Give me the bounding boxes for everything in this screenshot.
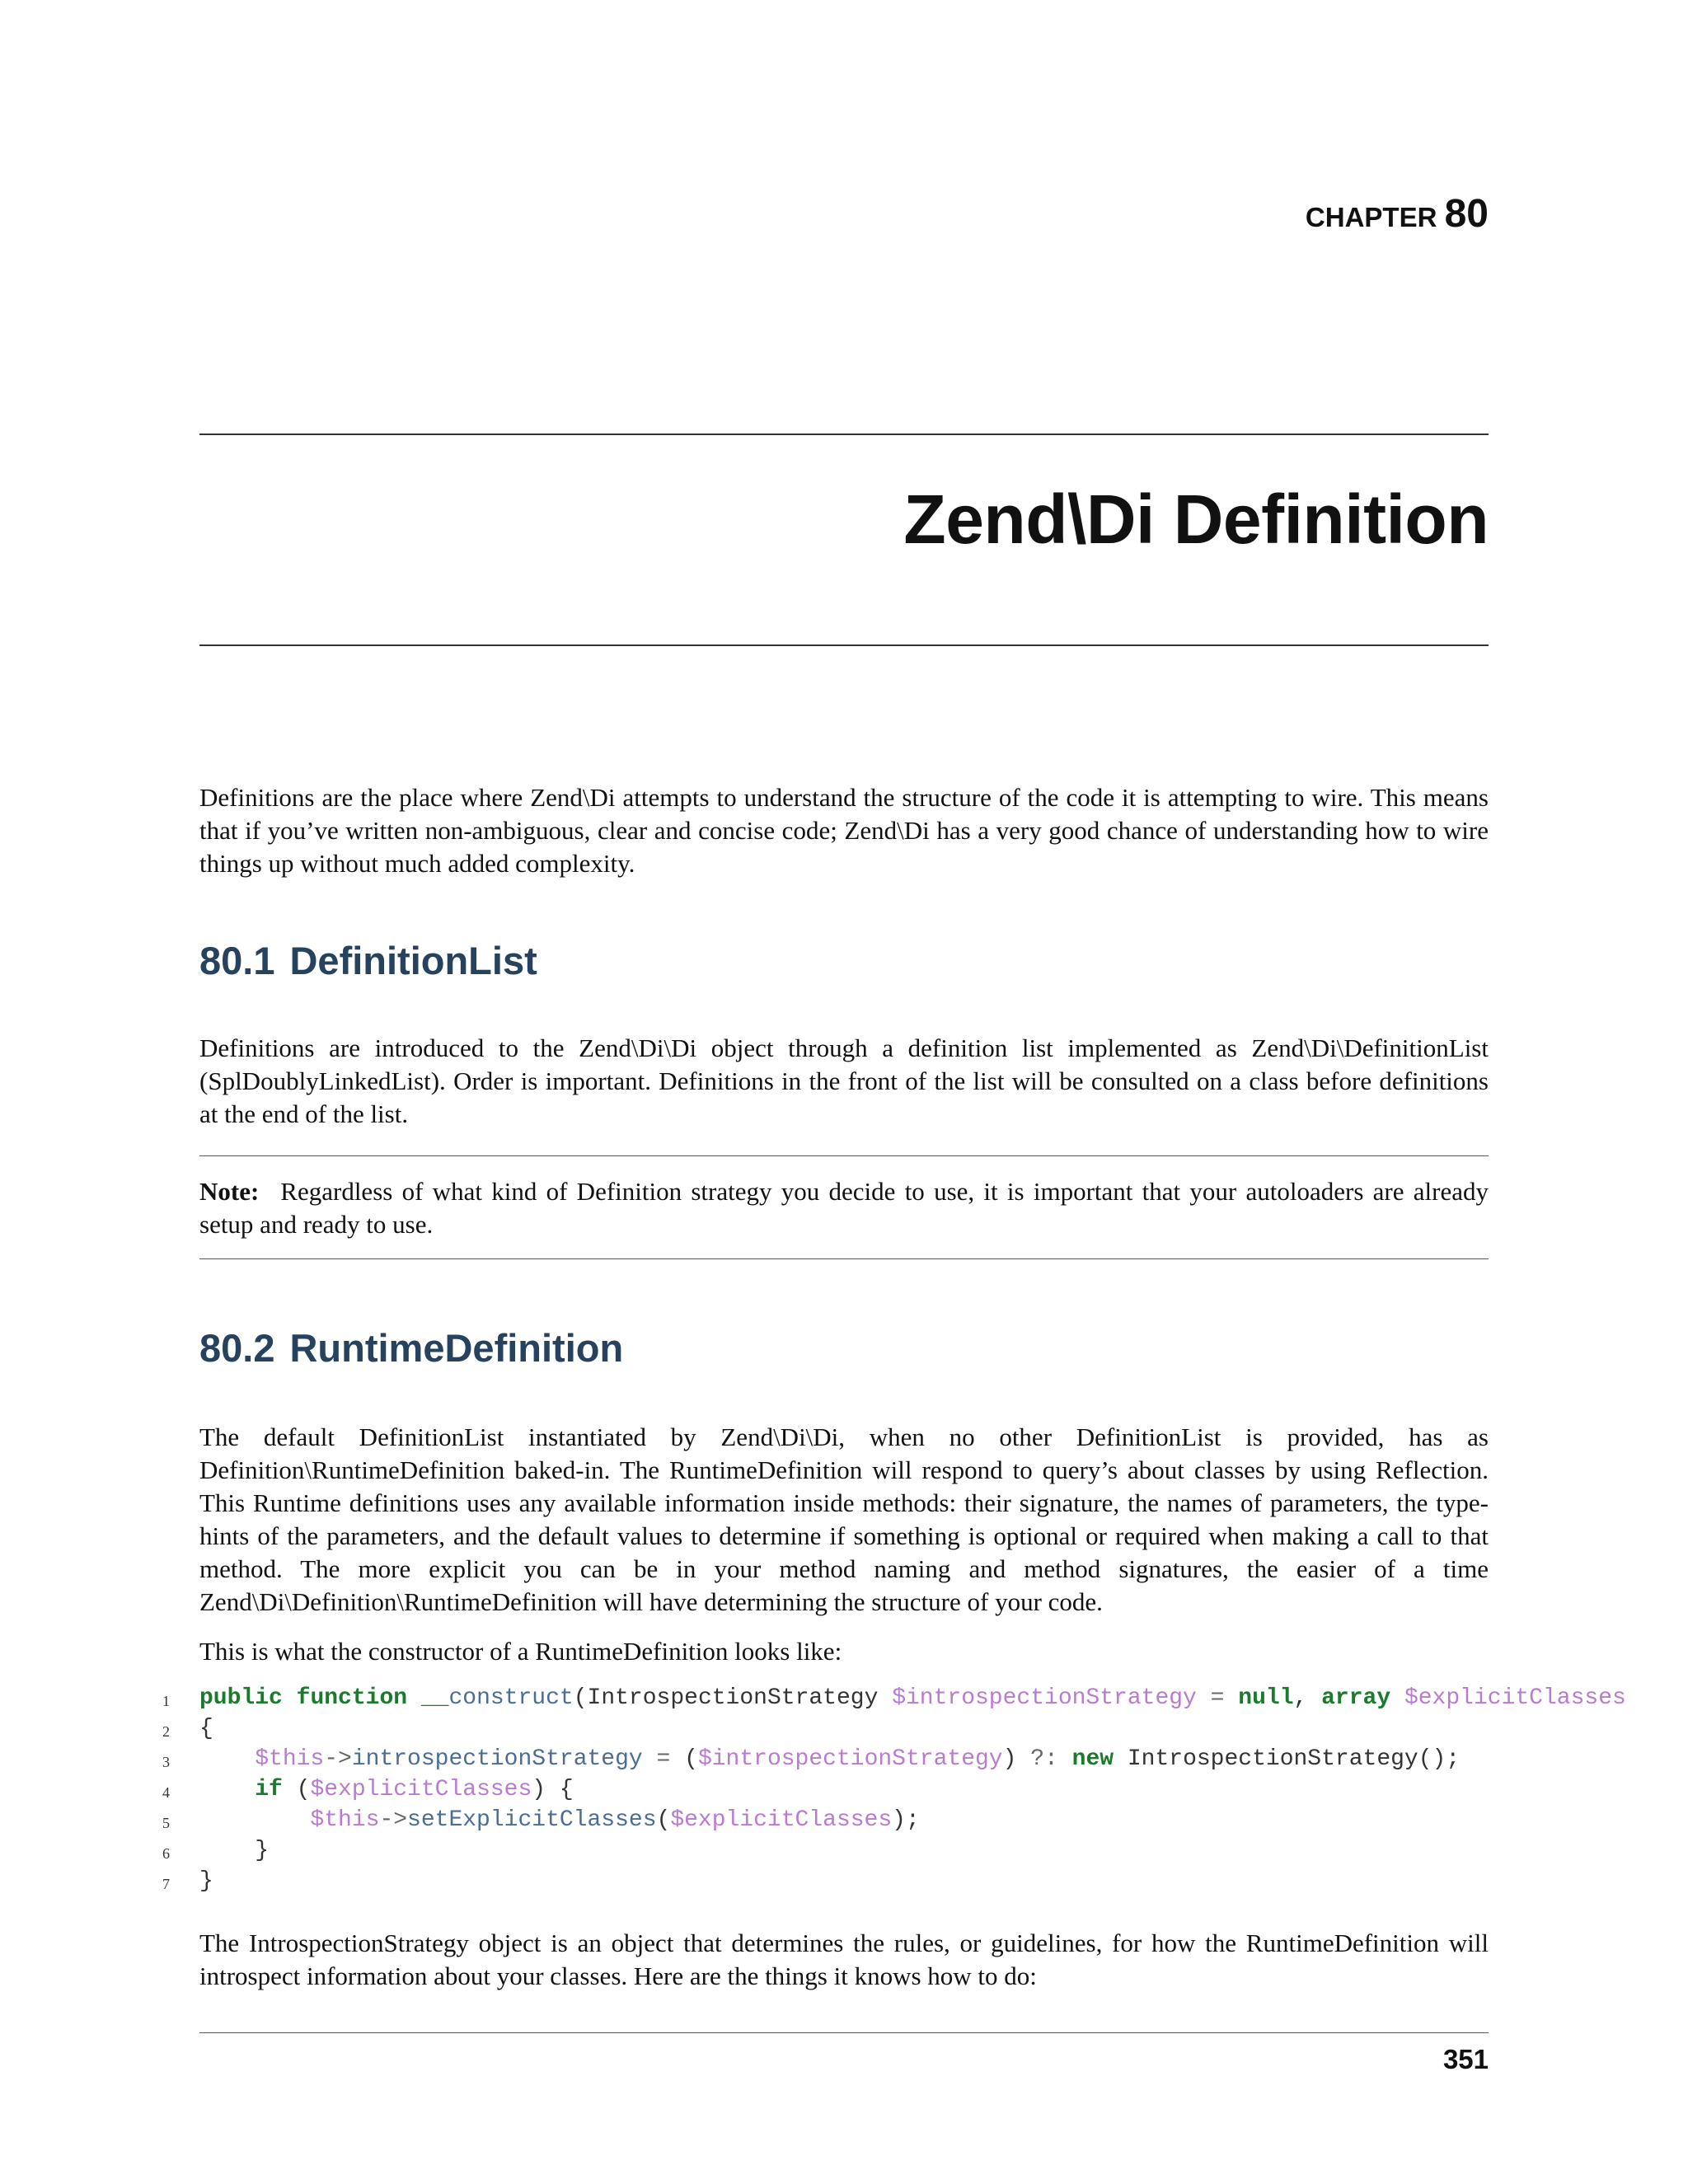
- code-token: IntrospectionStrategy();: [1114, 1746, 1461, 1772]
- code-token: construct: [448, 1685, 574, 1711]
- constructor-lead: This is what the constructor of a RuntimeDefinition looks like:: [199, 1637, 842, 1666]
- code-token: introspectionStrategy: [351, 1746, 643, 1772]
- page-number: 351: [1442, 2044, 1489, 2074]
- code-token: =: [656, 1746, 671, 1772]
- code-text: [199, 1683, 1626, 1713]
- section-number: 80.2: [199, 1326, 275, 1370]
- code-token: (: [282, 1777, 311, 1802]
- introspection-paragraph: The IntrospectionStrategy object is an object that determines the rules, or guidelines, for how the RuntimeDefinition will introspect information about your classes. Here are the things it knows how to do:: [199, 1929, 1489, 1990]
- section-heading-definitionlist: [199, 938, 537, 983]
- code-token: $this: [310, 1807, 380, 1833]
- note-label: Note:: [199, 1177, 260, 1206]
- code-line: [0, 1713, 1688, 1744]
- line-number: 5: [162, 1815, 170, 1831]
- code-text: [199, 1835, 269, 1866]
- code-text: [199, 1774, 574, 1805]
- code-token: $this: [255, 1746, 325, 1772]
- code-token: (: [656, 1807, 671, 1833]
- section-heading-runtimedefinition: [199, 1325, 623, 1371]
- code-token: (: [670, 1746, 698, 1772]
- code-token: ) {: [532, 1777, 574, 1802]
- code-token: array: [1321, 1685, 1391, 1711]
- note-text: Regardless of what kind of Definition strategy you decide to use, it is important that your autoloaders are already setup and ready to use.: [199, 1177, 1489, 1239]
- line-number: 7: [162, 1876, 170, 1892]
- code-token: null: [1238, 1685, 1294, 1711]
- section-title: DefinitionList: [289, 939, 537, 982]
- line-number: 6: [162, 1845, 170, 1862]
- section-number: 80.1: [199, 939, 275, 982]
- code-block: [0, 1683, 1688, 1896]
- code-token: );: [892, 1807, 920, 1833]
- code-token: }: [199, 1838, 270, 1863]
- title-rule-top: [199, 434, 1489, 435]
- code-line: [0, 1744, 1688, 1774]
- line-number: 1: [162, 1693, 170, 1709]
- code-line: [0, 1774, 1688, 1805]
- code-token: (IntrospectionStrategy: [573, 1685, 893, 1711]
- code-token: $explicitClasses: [310, 1777, 532, 1802]
- runtimedefinition-paragraph: The default DefinitionList instantiated by Zend\Di\Di, when no other DefinitionList is provided, has as Definition\RuntimeDefinition baked-in. The RuntimeDefinition will respond to query’s about classes by using Reflection. This Runtime definitions uses any available information inside methods: their signature, the names of parameters, the type-hints of the parameters, and the default values to determine if something is optional or required when making a call to that method. The more explicit you can be in your method naming and method signatures, the easier of a time Zend\Di\Definition\RuntimeDefinition will have determining the structure of your code.: [199, 1422, 1489, 1616]
- code-token: }: [199, 1868, 213, 1894]
- definitionlist-paragraph: Definitions are introduced to the Zend\Di\Di object through a definition list implemented as Zend\Di\DefinitionList (SplDoublyLinkedList). Order is important. Definitions in the front of the list will be consulted on a class before definitions at the end of the list.: [199, 1033, 1489, 1128]
- note-rule-bottom: [199, 1258, 1489, 1259]
- code-token: {: [199, 1716, 213, 1741]
- code-token: ,: [1293, 1685, 1322, 1711]
- code-token: $explicitClasses: [1404, 1685, 1626, 1711]
- code-text: [199, 1866, 213, 1896]
- code-token: [283, 1685, 297, 1711]
- line-number: 4: [162, 1784, 170, 1801]
- code-text: [199, 1744, 1460, 1774]
- code-token: [1058, 1746, 1072, 1772]
- title-rule-bottom: [199, 644, 1489, 646]
- code-line: [0, 1805, 1688, 1835]
- code-text: [199, 1713, 213, 1744]
- code-token: ->: [324, 1746, 352, 1772]
- code-token: new: [1071, 1746, 1114, 1772]
- line-number: 3: [162, 1754, 170, 1770]
- code-token: [199, 1746, 255, 1772]
- code-token: [407, 1685, 421, 1711]
- chapter-title: Zend\Di Definition: [903, 480, 1489, 558]
- code-token: if: [255, 1777, 283, 1802]
- code-token: [643, 1746, 657, 1772]
- code-line: [0, 1835, 1688, 1866]
- code-line: [0, 1683, 1688, 1713]
- intro-paragraph: Definitions are the place where Zend\Di attempts to understand the structure of the code it is attempting to wire. This means that if you’ve written non-ambiguous, clear and concise code; Zend\Di has a very good chance of understanding how to wire things up without much added complexity.: [199, 783, 1489, 878]
- code-token: $explicitClasses: [670, 1807, 893, 1833]
- section-title: RuntimeDefinition: [289, 1326, 624, 1370]
- code-token: ?:: [1030, 1746, 1058, 1772]
- code-token: setExplicitClasses: [407, 1807, 657, 1833]
- code-token: $introspectionStrategy: [892, 1685, 1197, 1711]
- code-token: public: [199, 1685, 283, 1711]
- note-block: [199, 1175, 1489, 1241]
- code-token: __: [420, 1685, 449, 1711]
- code-token: [1390, 1685, 1404, 1711]
- code-token: [1197, 1685, 1211, 1711]
- code-text: [199, 1805, 920, 1835]
- code-token: ): [1002, 1746, 1031, 1772]
- code-token: [199, 1777, 255, 1802]
- code-token: ->: [379, 1807, 408, 1833]
- chapter-word: CHAPTER: [1305, 202, 1437, 232]
- code-line: [0, 1866, 1688, 1896]
- note-rule-top: [199, 1155, 1489, 1156]
- code-token: [1224, 1685, 1238, 1711]
- line-number: 2: [162, 1723, 170, 1740]
- code-token: function: [296, 1685, 408, 1711]
- code-token: $introspectionStrategy: [697, 1746, 1003, 1772]
- code-token: [199, 1807, 310, 1833]
- code-token: =: [1210, 1685, 1225, 1711]
- chapter-label: [1306, 191, 1489, 237]
- chapter-number: 80: [1444, 192, 1489, 236]
- footer-rule: [199, 2032, 1489, 2033]
